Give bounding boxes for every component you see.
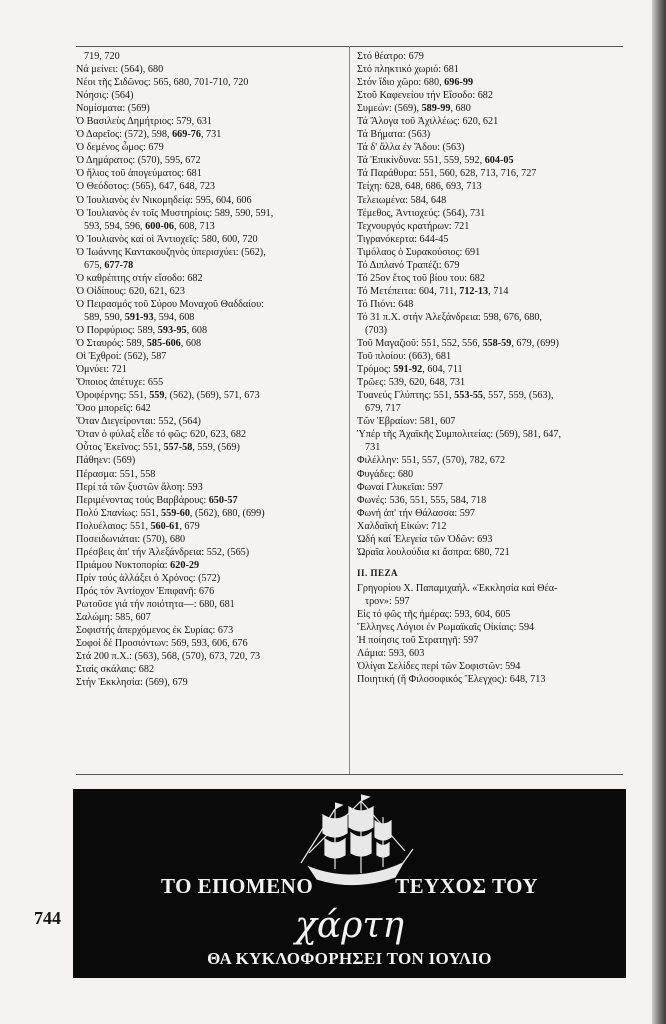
index-entry <box>357 102 623 115</box>
entry-text: Χαλδαϊκή Εἰκών: 712 <box>357 520 447 532</box>
page-edge-shadow <box>652 0 666 1024</box>
index-entry <box>357 376 623 389</box>
entry-text: Ὁ ἥλιος τοῦ ἀπογεύματος: 681 <box>76 168 202 180</box>
entry-text: 731 <box>365 442 381 454</box>
entry-text: Τό Πιόνι: 648 <box>357 298 414 310</box>
entry-text: Νόησις: (564) <box>76 90 134 102</box>
entry-text: , 608 <box>180 338 202 350</box>
index-entry <box>357 660 623 673</box>
index-entry <box>357 454 623 467</box>
index-entry <box>76 598 344 611</box>
index-entry <box>357 546 623 559</box>
entry-text: Φωνές: 536, 551, 555, 584, 718 <box>357 494 487 506</box>
entry-text: Σοφιστής ἀπερχόμενος ἐκ Συρίας: 673 <box>76 625 234 637</box>
entry-text: Τό Διπλανό Τραπέζι: 679 <box>357 259 460 271</box>
index-entry <box>76 220 344 233</box>
entry-text: Στό πληκτικό χωριό: 681 <box>357 64 459 76</box>
index-entry <box>357 63 623 76</box>
entry-text: Νά μείνει: (564), 680 <box>76 64 164 76</box>
entry-text: Ὅσο μπορεῖς: 642 <box>76 403 151 415</box>
entry-text: Ὅταν Διεγείρονται: 552, (564) <box>76 416 201 428</box>
entry-text: Πρός τόν Ἀντίοχον Ἐπιφανῆ: 676 <box>76 585 215 597</box>
index-entry <box>357 468 623 481</box>
entry-text: 593, 594, 596, <box>84 220 146 232</box>
entry-text: Τά Παράθυρα: 551, 560, 628, 713, 716, 727 <box>357 168 537 180</box>
entry-text: Τό 25ον ἔτος τοῦ βίου του: 682 <box>357 272 485 284</box>
entry-text: 719, 720 <box>84 51 120 62</box>
index-entry <box>76 650 344 663</box>
entry-text: Στό θέατρο: 679 <box>357 51 424 62</box>
index-entry <box>357 115 623 128</box>
index-entry <box>76 102 344 115</box>
index-entry <box>357 128 623 141</box>
entry-text: Ὁ Οἰδίπους: 620, 621, 623 <box>76 285 185 297</box>
index-entry <box>76 572 344 585</box>
next-issue-advertisement <box>73 789 626 978</box>
section-heading <box>357 567 623 580</box>
ad-headline-part-1: ΤΟ ΕΠΟΜΕΝΟ <box>160 874 314 898</box>
index-entry <box>76 115 344 128</box>
entry-text: , 731 <box>200 129 222 141</box>
entry-text: Ὀροφέρνης: 551, <box>76 390 150 402</box>
entry-text: Τέμεθος, Ἀντιοχεύς: (564), 731 <box>357 207 486 219</box>
entry-pages-bold: 604-05 <box>484 155 514 167</box>
entry-text: Ὁ Δημάρατος: (570), 595, 672 <box>76 155 201 167</box>
entry-text: Ὁ Ἰουλιανὸς καί οἱ Ἀντιοχεῖς: 580, 600, 720 <box>76 233 258 245</box>
ad-release-note: ΘΑ ΚΥΚΛΟΦΟΡΗΣΕΙ ΤΟΝ ΙΟΥΛΙΟ <box>207 949 492 968</box>
entry-pages-bold: 591-93 <box>124 311 154 323</box>
index-entry <box>76 402 344 415</box>
entry-text: Νομίσματα: (569) <box>76 103 150 115</box>
entry-pages-bold: 560-61 <box>150 520 180 532</box>
index-entry <box>357 50 623 63</box>
entry-text: Γρηγορίου Χ. Παπαμιχαήλ. «Ἐκκλησία καί Θέα- <box>357 582 558 594</box>
index-entry <box>357 298 623 311</box>
entry-text: 589, 590, <box>84 311 125 323</box>
entry-text: Τά δ' ἄλλα ἐν Ἅδου: (563) <box>357 142 465 154</box>
index-entry <box>357 647 623 660</box>
index-entry <box>357 233 623 246</box>
index-entry <box>357 324 623 337</box>
entry-text: Ὡραῖα λουλούδια κι ἄσπρα: 680, 721 <box>357 546 510 558</box>
index-entry <box>76 194 344 207</box>
entry-text: Εἰς τό φῶς τῆς ἡμέρας: 593, 604, 605 <box>357 608 511 620</box>
entry-text: Οὗτος Ἐκεῖνος: 551, <box>76 442 164 454</box>
index-entry <box>357 582 623 595</box>
entry-text: Ὁ δεμένος ὦμος: 679 <box>76 142 164 154</box>
entry-text: Πριάμου Νυκτοπορία: <box>76 559 171 571</box>
index-entry <box>357 180 623 193</box>
entry-pages-bold: 591-92 <box>393 364 423 376</box>
index-entry <box>76 585 344 598</box>
index-entry <box>76 468 344 481</box>
entry-text: , 604, 711 <box>422 364 463 376</box>
ad-headline <box>73 874 626 899</box>
index-entry <box>357 207 623 220</box>
ad-headline-part-2: ΤΕΥΧΟΣ ΤΟΥ <box>395 874 539 898</box>
entry-text: Οἱ Ἐχθροί: (562), 587 <box>76 351 167 363</box>
entry-text: Ὁ Ἰουλιανὸς ἐν Νικομηδείᾳ: 595, 604, 606 <box>76 194 252 206</box>
entry-text: Τά Ἐπικίνδυνα: 551, 559, 592, <box>357 155 485 167</box>
entry-text: Ὀμνύει: 721 <box>76 364 127 376</box>
index-entry <box>357 402 623 415</box>
entry-pages-bold: 558-59 <box>482 338 512 350</box>
entry-text: Πρίν τούς ἀλλάξει ὁ Χρόνος: (572) <box>76 572 221 584</box>
entry-text: Τρῶες: 539, 620, 648, 731 <box>357 377 466 389</box>
entry-text: , 679, (699) <box>511 338 559 350</box>
entry-text: , 679 <box>179 520 200 532</box>
index-entry <box>357 246 623 259</box>
entry-text: Ὁ καθρέπτης στήν εἴσοδο: 682 <box>76 272 203 284</box>
index-entry <box>76 298 344 311</box>
entry-text: Πολύ Σπανίως: 551, <box>76 507 162 519</box>
index-entry <box>357 76 623 89</box>
index-entry <box>76 154 344 167</box>
index-entry <box>76 428 344 441</box>
index-entry <box>76 63 344 76</box>
entry-pages-bold: 696-99 <box>444 77 474 89</box>
entry-pages-bold: 589-99 <box>421 103 451 115</box>
entry-pages-bold: 600-06 <box>145 220 174 232</box>
index-entry <box>357 350 623 363</box>
index-entry <box>76 363 344 376</box>
index-entry <box>76 180 344 193</box>
entry-text: Συμεών: (569), <box>357 103 422 115</box>
index-entry <box>357 441 623 454</box>
entry-text: Ὁ Πορφύριος: 589, <box>76 324 158 336</box>
entry-text: Πολυέλαιος: 551, <box>76 520 151 532</box>
index-entry <box>357 167 623 180</box>
entry-pages-bold: 669-76 <box>172 129 201 141</box>
entry-text: Τρόμος: <box>357 364 394 376</box>
index-entry <box>76 481 344 494</box>
entry-text: Ὠδή καί Ἐλεγεία τῶν Ὁδῶν: 693 <box>357 533 493 545</box>
entry-text: Στόν ἴδιο χῶρο: 680, <box>357 77 445 89</box>
index-entry <box>357 673 623 686</box>
index-entry <box>76 624 344 637</box>
index-entry <box>76 89 344 102</box>
entry-text: Τείχη: 628, 648, 686, 693, 713 <box>357 181 482 193</box>
entry-text: Ὁ Δαρεῖος: (572), 598, <box>76 129 173 141</box>
index-entry <box>357 259 623 272</box>
entry-pages-bold: 620-29 <box>170 559 200 571</box>
index-entry <box>357 621 623 634</box>
entry-text: Φιλέλλην: 551, 557, (570), 782, 672 <box>357 455 506 467</box>
index-entry <box>357 141 623 154</box>
index-entry <box>357 507 623 520</box>
index-entry <box>357 154 623 167</box>
entry-text: Στά 200 π.Χ.: (563), 568, (570), 673, 720, 73 <box>76 651 261 663</box>
index-entry <box>76 128 344 141</box>
index-entry <box>357 415 623 428</box>
index-entry <box>76 259 344 272</box>
index-entry <box>76 207 344 220</box>
entry-text: , (562), 680, (699) <box>189 507 265 519</box>
index-entry <box>76 246 344 259</box>
entry-text: Τεχνουργός κρατήρων: 721 <box>357 220 470 232</box>
index-entry <box>357 634 623 647</box>
entry-pages-bold: 712-13 <box>459 285 489 297</box>
index-entry <box>76 611 344 624</box>
entry-text: Τιγρανόκερτα: 644-45 <box>357 233 449 245</box>
entry-text: , (562), (569), 571, 673 <box>164 390 260 402</box>
index-entry <box>76 520 344 533</box>
index-entry <box>76 637 344 650</box>
entry-pages-bold: 677-78 <box>104 259 134 271</box>
index-entry <box>357 494 623 507</box>
index-entry <box>76 533 344 546</box>
entry-text: Ἕλληνες Λόγιοι ἐν Ρωμαϊκαῖς Οἰκίαις: 594 <box>357 622 535 634</box>
index-entry <box>76 494 344 507</box>
entry-text: Ὁ Βασιλεὺς Δημήτριος: 579, 631 <box>76 116 212 128</box>
entry-text: Ὅταν ὁ φύλαξ εἶδε τό φῶς: 620, 623, 682 <box>76 429 247 441</box>
entry-text: Τελειωμένα: 584, 648 <box>357 194 447 206</box>
entry-pages-bold: 557-58 <box>163 442 193 454</box>
index-entry <box>357 285 623 298</box>
entry-text: Τό 31 π.Χ. στήν Ἀλεξάνδρεια: 598, 676, 680, <box>357 311 542 323</box>
entry-text: Τά Ἄλογα τοῦ Ἀχιλλέως: 620, 621 <box>357 116 499 128</box>
index-entry <box>357 389 623 402</box>
index-entry <box>76 546 344 559</box>
entry-text: Περί τά τῶν ξυστῶν ἄλση: 593 <box>76 481 203 493</box>
magazine-title: χάρτη <box>295 905 404 946</box>
entry-text: Τυανεύς Γλύπτης: 551, <box>357 390 455 402</box>
index-entry <box>357 481 623 494</box>
entry-text: Ὀλίγαι Σελίδες περί τῶν Σοφιστῶν: 594 <box>357 661 521 673</box>
entry-text: Ὑπέρ τῆς Ἀχαϊκῆς Συμπολιτείας: (569), 581, 647, <box>357 429 562 441</box>
entry-text: , 557, 559, (563), <box>483 390 554 402</box>
entry-text: Τά Βήματα: (563) <box>357 129 431 141</box>
entry-text: Σταίς σκάλαις: 682 <box>76 664 155 676</box>
index-entry <box>76 376 344 389</box>
entry-text: Τιμόλαος ὁ Συρακούσιος: 691 <box>357 246 481 258</box>
index-entry <box>357 194 623 207</box>
entry-text: Ρωτοῦσε γιά τήν ποιότητα—: 680, 681 <box>76 598 235 610</box>
entry-text: Ὁ Ἰωάννης Καντακουζηνὸς ὑπερισχύει: (562), <box>76 246 266 258</box>
entry-pages-bold: 559 <box>149 390 165 402</box>
index-entry <box>76 167 344 180</box>
index-entry <box>76 454 344 467</box>
entry-text: Τό Μετέπειτα: 604, 711, <box>357 285 460 297</box>
entry-text: Πρέσβεις ἀπ' τήν Ἀλεξάνδρεια: 552, (565) <box>76 546 250 558</box>
entry-text: Ὁ Σταυρός: 589, <box>76 338 147 350</box>
index-column-left <box>76 50 344 689</box>
index-entry <box>76 389 344 402</box>
index-entry <box>357 608 623 621</box>
entry-pages-bold: 593-95 <box>157 324 187 336</box>
index-entry <box>76 663 344 676</box>
index-entry <box>76 350 344 363</box>
page-number: 744 <box>34 908 61 928</box>
index-entry <box>357 533 623 546</box>
entry-text: Ὅποιος ἀπέτυχε: 655 <box>76 377 164 389</box>
index-entry <box>357 220 623 233</box>
index-entry <box>76 311 344 324</box>
entry-text: 675, <box>84 259 105 271</box>
entry-text: Νέοι τῆς Σιδῶνος: 565, 680, 701-710, 720 <box>76 77 249 89</box>
entry-text: Ἡ ποίησις τοῦ Στρατηγῆ: 597 <box>357 635 479 647</box>
index-entry <box>76 507 344 520</box>
index-entry <box>357 337 623 350</box>
entry-text: , 608, 713 <box>174 220 215 232</box>
entry-text: Πέρασμα: 551, 558 <box>76 468 156 480</box>
entry-text: II. ΠΕΖΑ <box>357 567 399 578</box>
entry-text: 679, 717 <box>365 403 401 415</box>
entry-text: Στοῦ Καφενείου τήν Εἴσοδο: 682 <box>357 90 493 102</box>
entry-text: , 594, 608 <box>153 311 195 323</box>
index-entry <box>357 311 623 324</box>
entry-text: Φωνή ἀπ' τήν Θάλασσα: 597 <box>357 507 476 519</box>
entry-text: (703) <box>365 324 388 336</box>
index-entry <box>76 141 344 154</box>
index-entry <box>76 76 344 89</box>
entry-text: Τῶν Ἑβραίων: 581, 607 <box>357 416 456 428</box>
entry-text: Σαλώμη: 585, 607 <box>76 612 151 624</box>
index-column-right <box>357 50 623 686</box>
index-entry <box>357 595 623 608</box>
index-entry <box>76 272 344 285</box>
entry-text: , 559, (569) <box>192 442 240 454</box>
index-entry <box>76 415 344 428</box>
entry-pages-bold: 559-60 <box>161 507 190 519</box>
entry-text: Φωναί Γλυκεῖαι: 597 <box>357 481 443 493</box>
column-divider <box>349 46 350 774</box>
entry-text: , 714 <box>488 285 509 297</box>
entry-text: Λάμια: 593, 603 <box>357 648 425 660</box>
entry-text: Τοῦ Μαγαζιοῦ: 551, 552, 556, <box>357 338 483 350</box>
entry-pages-bold: 553-55 <box>454 390 484 402</box>
entry-text: Ὁ Θεόδοτος: (565), 647, 648, 723 <box>76 181 216 193</box>
entry-pages-bold: 650-57 <box>208 494 238 506</box>
entry-text: τρον»: 597 <box>365 595 410 607</box>
index-entry <box>76 324 344 337</box>
bottom-rule <box>76 774 623 775</box>
entry-text: Περιμένοντας τούς Βαρβάρους: <box>76 494 209 506</box>
entry-text: Στήν Ἐκκλησία: (569), 679 <box>76 677 188 689</box>
entry-text: Ὁ Πειρασμός τοῦ Σύρου Μοναχοῦ Θαδδαίου: <box>76 298 264 310</box>
index-entry <box>357 363 623 376</box>
entry-text: , 608 <box>186 324 208 336</box>
entry-text: , 680 <box>450 103 471 115</box>
index-entry <box>76 50 344 63</box>
index-entry <box>76 559 344 572</box>
entry-pages-bold: 585-606 <box>146 338 181 350</box>
index-entry <box>357 520 623 533</box>
entry-text: Τοῦ πλοίου: (663), 681 <box>357 351 452 363</box>
entry-text: Ποιητική (ἤ Φιλοσοφικός Ἔλεγχος): 648, 713 <box>357 674 546 686</box>
index-entry <box>357 89 623 102</box>
entry-text: Φυγάδες: 680 <box>357 468 414 480</box>
index-entry <box>76 233 344 246</box>
entry-text: Ποσειδωνιάται: (570), 680 <box>76 533 186 545</box>
index-entry <box>76 441 344 454</box>
index-entry <box>76 676 344 689</box>
entry-text: Ὁ Ἰουλιανὸς ἐν τοῖς Μυστηρίοις: 589, 590, 591, <box>76 207 274 219</box>
index-entry <box>76 337 344 350</box>
entry-text: Σοφοί δέ Προσιόντων: 569, 593, 606, 676 <box>76 638 248 650</box>
index-entry <box>76 285 344 298</box>
index-entry <box>357 272 623 285</box>
index-entry <box>357 428 623 441</box>
entry-text: Πάθηεν: (569) <box>76 455 136 467</box>
